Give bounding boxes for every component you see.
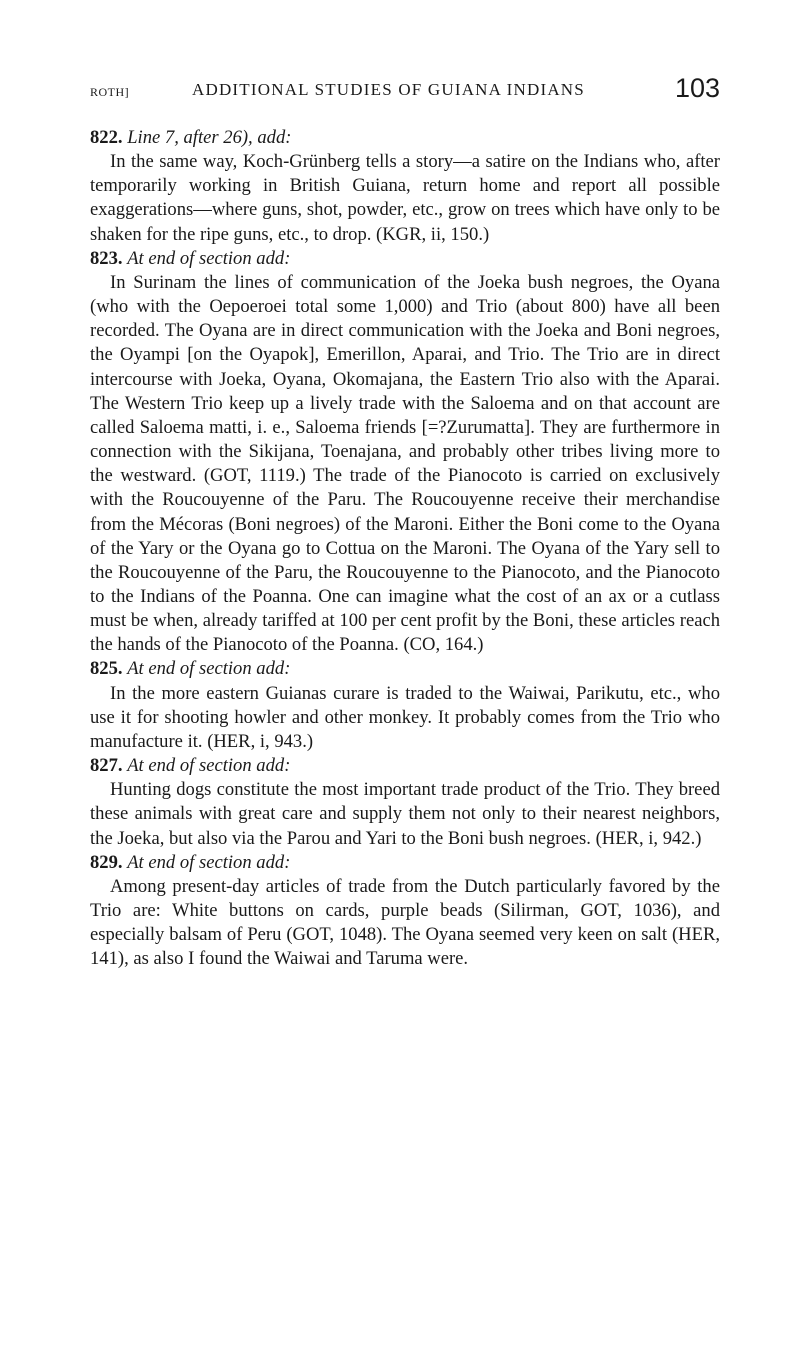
entry-heading bbox=[90, 126, 720, 150]
entry-heading bbox=[90, 851, 720, 875]
body-text bbox=[90, 126, 720, 971]
entry-heading bbox=[90, 657, 720, 681]
entry-instruction: At end of section add: bbox=[127, 658, 291, 680]
running-head bbox=[90, 73, 720, 108]
entry-822 bbox=[90, 126, 720, 247]
entry-instruction: Line 7, after 26), add: bbox=[127, 127, 292, 148]
entry-instruction: At end of section add: bbox=[127, 851, 291, 873]
entry-825 bbox=[90, 657, 720, 754]
entry-heading bbox=[90, 754, 720, 778]
entry-paragraph: Hunting dogs constitute the most important trade product of the Trio. They breed these animals with great care and supply them not only to their nearest neighbors, the Joeka, but also via the Parou and Yari to the Boni bush negroes. (HER, i, 942.) bbox=[90, 779, 720, 849]
entry-paragraph: In the same way, Koch-Grünberg tells a story—a satire on the Indians who, after temporarily working in British Guiana, return home and report all possible exaggerations—where guns, shot, powder, etc., grow on trees which have only to be shaken for the ripe guns, etc., to drop. (KGR, ii, 150.) bbox=[90, 151, 720, 245]
entry-number: 823. bbox=[90, 247, 123, 269]
entry-number: 822. bbox=[90, 127, 123, 148]
entry-number: 829. bbox=[90, 851, 123, 873]
entry-number: 827. bbox=[90, 755, 123, 777]
entry-heading bbox=[90, 247, 720, 271]
entry-instruction: At end of section add: bbox=[127, 755, 291, 777]
page-number: 103 bbox=[674, 73, 720, 103]
running-head-title: ADDITIONAL STUDIES OF GUIANA INDIANS bbox=[192, 80, 585, 99]
running-head-author: ROTH] bbox=[90, 85, 130, 99]
entry-paragraph: Among present-day articles of trade from the Dutch particularly favored by the Trio are: White buttons on cards, purple beads (Silirman, GOT, 1036), and especially balsam of Peru (GOT, 1048). The Oyana seemed very keen on salt (HER, 141), as also I found the Waiwai and Taruma were. bbox=[90, 875, 720, 970]
entry-number: 825. bbox=[90, 658, 123, 680]
entry-instruction: At end of section add: bbox=[127, 247, 291, 269]
entry-paragraph: In the more eastern Guianas curare is traded to the Waiwai, Parikutu, etc., who use it for shooting howler and other monkey. It probably comes from the Trio who manufacture it. (HER, i, 943.) bbox=[90, 682, 720, 752]
entry-829 bbox=[90, 851, 720, 972]
entry-823 bbox=[90, 247, 720, 658]
entry-paragraph: In Surinam the lines of communication of the Joeka bush negroes, the Oyana (who with the Oepoeroei total some 1,000) and Trio (about 800) have all been recorded. The Oyana are in direct communication with the Joeka and Boni negroes, the Oyampi [on the Oyapok], Emerillon, Aparai, and Trio. The Trio are in direct intercourse with Joeka, Oyana, Okomajana, the Eastern Trio also with the Aparai. The Western Trio keep up a lively trade with the Saloema and on that account are called Saloema matti, i. e., Saloema friends [=?Zurumatta]. They are furthermore in connection with the Sikijana, Toenajana, and probably other tribes living more to the westward. (GOT, 1119.) The trade of the Pianocoto is carried on exclusively with the Roucouyenne of the Paru. The Roucouyenne receive their merchandise from the Mécoras (Boni negroes) of the Maroni. Either the Boni come to the Oyana of the Yary or the Oyana go to Cottua on the Maroni. The Oyana of the Yary sell to the Roucouyenne of the Paru, the Roucouyenne to the Pianocoto, and the Pianocoto to the Indians of the Poanna. One can imagine what the cost of an ax or a cutlass must be when, already tariffed at 100 per cent profit by the Boni, these articles reach the hands of the Pianocoto of the Poanna. (CO, 164.) bbox=[90, 271, 720, 656]
entry-827 bbox=[90, 754, 720, 851]
